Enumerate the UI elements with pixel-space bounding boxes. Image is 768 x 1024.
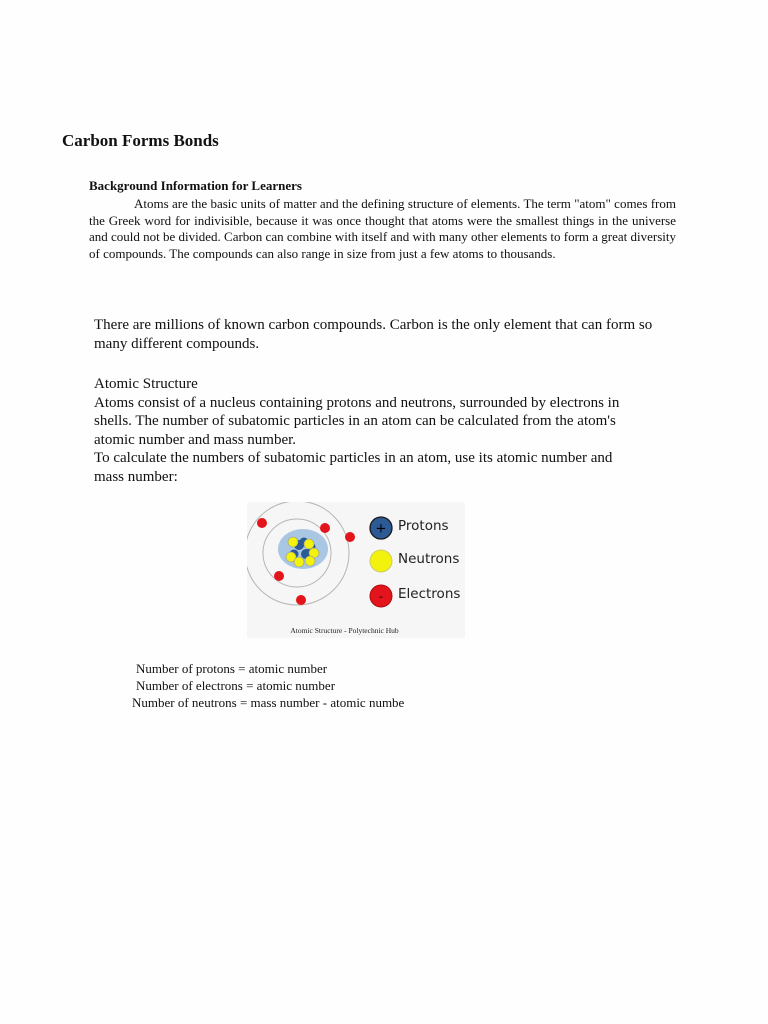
atomic-structure-instructions: To calculate the numbers of subatomic particles in an atom, use its atomic number and mass number: (94, 450, 613, 485)
electron (296, 595, 306, 605)
neutron-legend-icon (370, 550, 392, 572)
atomic-structure-heading: Atomic Structure (94, 376, 198, 392)
neutrons-legend-label: Neutrons (398, 551, 460, 567)
nucleus-neutron (305, 556, 315, 566)
electrons-formula: Number of electrons = atomic number (136, 678, 336, 693)
background-heading: Background Information for Learners (89, 178, 302, 193)
page-title: Carbon Forms Bonds (62, 131, 219, 150)
electron (320, 523, 330, 533)
figure-caption: Atomic Structure - Polytechnic Hub (290, 626, 399, 635)
minus-sign-icon: - (379, 590, 383, 603)
atomic-structure-section (94, 375, 639, 486)
intro-paragraph: There are millions of known carbon compounds. Carbon is the only element that can form so many different compounds. (94, 317, 653, 352)
atomic-structure-text: Atoms consist of a nucleus containing protons and neutrons, surrounded by electrons in shells. The number of subatomic particles in an atom can be calculated from the atom's atomic number and mass number. (94, 394, 620, 448)
nucleus-neutron (288, 537, 298, 547)
electrons-legend-label: Electrons (398, 586, 461, 602)
protons-legend-label: Protons (398, 518, 449, 534)
background-paragraph: Atoms are the basic units of matter and the defining structure of elements. The term "atom" comes from the Greek word for indivisible, because it was once thought that atoms were the smallest things in the universe and could not be divided. Carbon can combine with itself and with many other elements to form a great diversity of compounds. The compounds can also range in size from just a few atoms to thousands. (89, 196, 677, 261)
electron (345, 532, 355, 542)
protons-formula: Number of protons = atomic number (136, 661, 328, 676)
atomic-structure-figure (247, 502, 465, 638)
nucleus-neutron (304, 539, 314, 549)
neutrons-formula: Number of neutrons = mass number - atomic numbe (132, 695, 405, 710)
electron (274, 571, 284, 581)
nucleus-neutron (294, 557, 304, 567)
electron (257, 518, 267, 528)
plus-sign-icon: + (375, 521, 387, 537)
